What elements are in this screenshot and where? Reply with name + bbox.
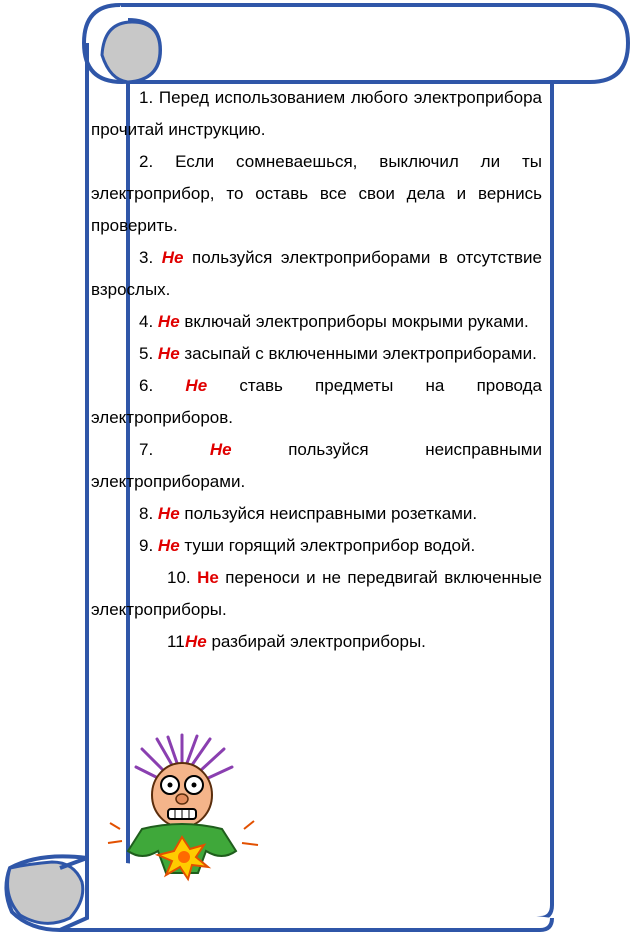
rule-item — [91, 370, 542, 434]
rule-negation: Не — [157, 312, 180, 331]
rule-text: засыпай с включенными электроприборами. — [184, 344, 537, 363]
rule-text: разбирай электроприборы. — [211, 632, 426, 651]
rule-item — [91, 562, 542, 626]
rule-number: 5. — [139, 344, 154, 363]
rule-text: ставь предметы на провода электроприборов. — [91, 376, 542, 427]
rule-number: 2. — [139, 152, 154, 171]
rule-item — [91, 242, 542, 306]
rule-item — [91, 82, 542, 146]
rule-negation: Не — [161, 248, 184, 267]
rule-negation: Не — [185, 632, 207, 651]
rule-item — [91, 434, 542, 498]
rule-item — [91, 306, 542, 338]
rule-negation: Не — [197, 568, 219, 587]
rule-number: 8. — [139, 504, 154, 523]
safety-rules-list — [91, 82, 542, 658]
rule-text: переноси и не передвигай включенные электроприборы. — [91, 568, 542, 619]
rule-negation: Не — [157, 344, 180, 363]
rule-negation: Не — [157, 536, 180, 555]
rule-negation: Не — [185, 376, 208, 395]
rule-item — [91, 626, 542, 658]
rule-text: Перед использованием любого электроприбора прочитай инструкцию. — [91, 88, 542, 139]
rule-number: 6. — [139, 376, 154, 395]
rule-text: пользуйся неисправными электроприборами. — [91, 440, 542, 491]
rule-item — [91, 530, 542, 562]
electrocuted-cartoon-man — [102, 733, 262, 883]
rule-text: туши горящий электроприбор водой. — [184, 536, 476, 555]
rule-number: 11. — [167, 632, 190, 651]
rule-negation: Не — [209, 440, 232, 459]
nose — [176, 794, 188, 804]
rule-number: 10. — [167, 568, 191, 587]
rule-number: 3. — [139, 248, 154, 267]
scroll-bottom-curl — [8, 862, 83, 923]
rule-text: Если сомневаешься, выключил ли ты электроприбор, то оставь все свои дела и вернись проверить. — [91, 152, 542, 235]
rule-item — [91, 146, 542, 242]
rule-number: 9. — [139, 536, 154, 555]
rule-number: 4. — [139, 312, 154, 331]
rule-item — [91, 498, 542, 530]
rule-item — [91, 338, 542, 370]
rule-number: 1. — [139, 88, 154, 107]
scroll-top-curl — [102, 22, 160, 82]
scroll-top-roll — [120, 5, 628, 82]
rule-text: пользуйся неисправными розетками. — [184, 504, 478, 523]
rule-text: включай электроприборы мокрыми руками. — [184, 312, 529, 331]
rule-number: 7. — [139, 440, 154, 459]
rule-text: пользуйся электроприборами в отсутствие взрослых. — [91, 248, 542, 299]
rule-negation: Не — [157, 504, 180, 523]
